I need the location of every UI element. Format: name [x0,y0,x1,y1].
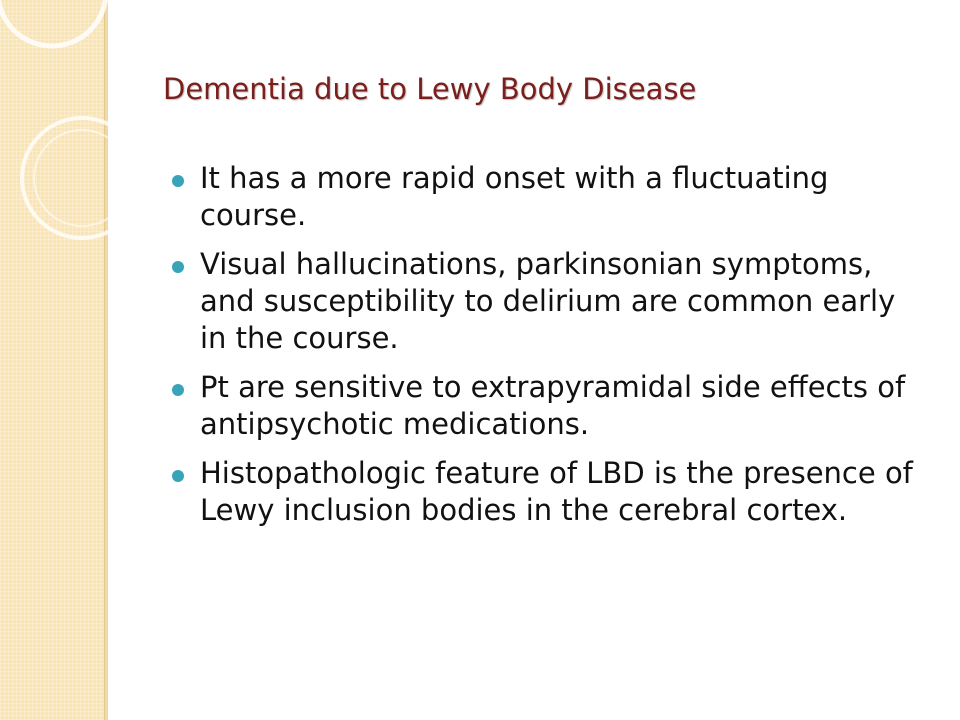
bullet-dot-icon [172,175,184,187]
bullet-item [170,160,930,234]
bullet-list [170,160,930,541]
decorative-rings [0,0,140,300]
bullet-item [170,455,930,529]
bullet-text: Pt are sensitive to extrapyramidal side effects of antipsychotic medications. [200,370,906,441]
bullet-dot-icon [172,470,184,482]
bullet-dot-icon [172,384,184,396]
bullet-text: It has a more rapid onset with a fluctuating course. [200,161,829,232]
bullet-item [170,246,930,357]
bullet-item [170,369,930,443]
bullet-text: Visual hallucinations, parkinsonian symptoms, and susceptibility to delirium are common early in the course. [200,247,896,355]
bullet-dot-icon [172,261,184,273]
bullet-text: Histopathologic feature of LBD is the presence of Lewy inclusion bodies in the cerebral cortex. [200,456,913,527]
slide-title: Dementia due to Lewy Body Disease [163,72,697,106]
